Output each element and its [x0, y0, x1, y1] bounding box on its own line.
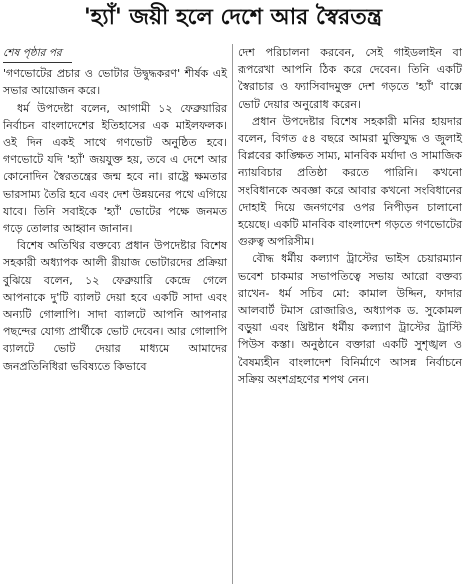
article-paragraph: প্রধান উপদেষ্টার বিশেষ সহকারী মনির হায়দার বলেন, বিগত ৫৪ বছরে আমরা মুক্তিযুদ্ধ ও জুলাই বিপ্লবের কাঙ্ক্ষিত সাম্য, মানবিক মর্যাদা ও সামাজিক ন্যায়বিচার প্রতিষ্ঠা করতে পারিনি। কখনো সংবিধানকে অবজ্ঞা করে আবার কখনো সংবিধানের দোহাই দিয়ে জনগণের ওপর নিপীড়ন চালানো হয়েছে। একটি মানবিক বাংলাদেশ গড়তে গণভোটের গুরুত্ব অপরিসীম।	[238, 114, 462, 249]
right-column	[238, 44, 462, 388]
article-paragraph: বিশেষ অতিথির বক্তব্যে প্রধান উপদেষ্টার বিশেষ সহকারী অধ্যাপক আলী রীয়াজ ভোটারদের প্রক্রিয়া বুঝিয়ে বলেন, ১২ ফেব্রুয়ারি কেন্দ্রে গেলে আপনাকে দু'টি ব্যালট দেয়া হবে একটি সাদা এবং অন্যটি গোলাপি। সাদা ব্যালটে আপনি আপনার পছন্দের যোগ্য প্রার্থীকে ভোট দেবেন। আর গোলাপি ব্যালটে ভোট দেয়ার মাধ্যমে আমাদের জনপ্রতিনিধিরা ভবিষ্যতে কিভাবে	[3, 239, 227, 373]
headline: 'হ্যাঁ' জয়ী হলে দেশে আর স্বৈরতন্ত্র	[83, 5, 383, 30]
column-divider	[232, 44, 233, 584]
article-paragraph: ধর্ম উপদেষ্টা বলেন, আগামী ১২ ফেব্রুয়ারির নির্বাচন বাংলাদেশের ইতিহাসের এক মাইলফলক। ওই দিন একই সাথে গণভোট অনুষ্ঠিত হবে। গণভোটে যদি 'হ্যাঁ' জয়যুক্ত হয়, তবে এ দেশে আর কোনোদিন স্বৈরতন্ত্রের জন্ম হবে না। রাষ্ট্রে ক্ষমতার ভারসাম্য তৈরি হবে এবং দেশ উন্নয়নের পথে এগিয়ে যাবে। তিনি সবাইকে 'হ্যাঁ' ভোটের পক্ষে জনমত গড়ে তোলার আহ্বান জানান।	[3, 101, 227, 236]
article-paragraph: দেশ পরিচালনা করবেন, সেই গাইডলাইন বা রূপরেখা আপনি ঠিক করে দেবেন। তিনি একটি স্বৈরাচার ও ফ্যাসিবাদমুক্ত দেশ গড়তে 'হ্যাঁ' বাক্সে ভোট দেয়ার অনুরোধ করেন।	[238, 46, 462, 111]
article-paragraph: 'গণভোটের প্রচার ও ভোটার উদ্বুদ্ধকরণ' শীর্ষক এই সভার আয়োজন করে।	[3, 67, 227, 98]
continued-from-label: শেষ পৃষ্ঠার পর	[3, 45, 72, 63]
article-paragraph: বৌদ্ধ ধর্মীয় কল্যাণ ট্রাস্টের ভাইস চেয়ারম্যান ভবেশ চাকমার সভাপতিত্বে সভায় আরো বক্তব্য রাখেন- ধর্ম সচিব মো: কামাল উদ্দিন, ফাদার আলবার্ট টমাস রোজারিও, অধ্যাপক ড. সুকোমল বড়ুয়া এবং খ্রিষ্টান ধর্মীয় কল্যাণ ট্রাস্টের ট্রাস্টি পিউস কস্তা। অনুষ্ঠানে বক্তারা একটি সুশৃঙ্খল ও বৈষম্যহীন বাংলাদেশ বিনির্মাণে আসন্ন নির্বাচনে সক্রিয় অংশগ্রহণের শপথ নেন।	[238, 252, 462, 386]
left-column	[3, 44, 227, 375]
